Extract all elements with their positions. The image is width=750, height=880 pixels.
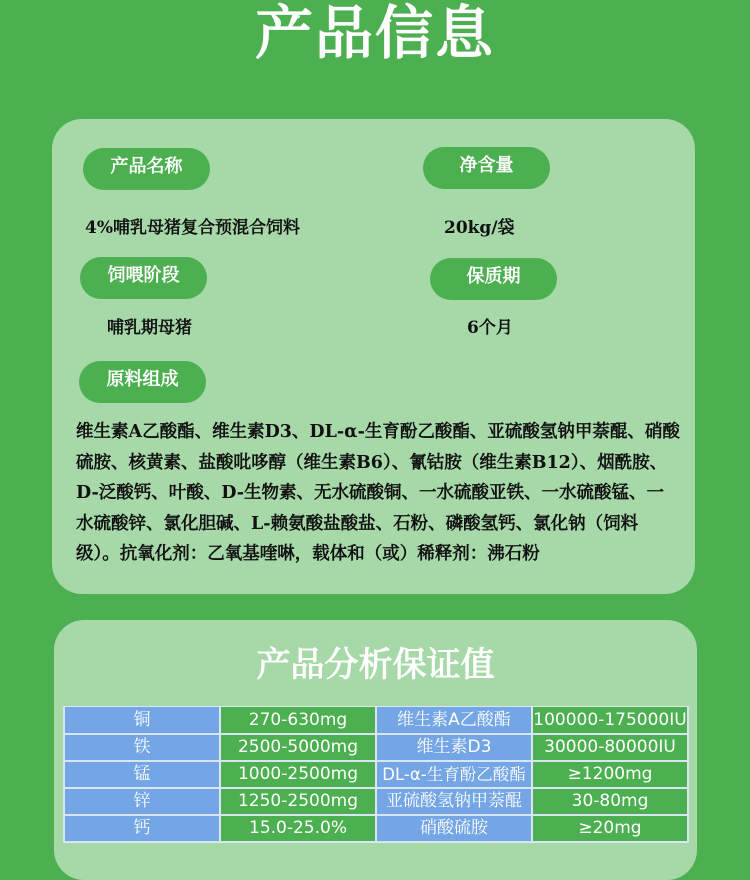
nutrient-value-cell: ≥20mg (532, 815, 688, 842)
shelf-life-label: 保质期 (430, 258, 557, 300)
nutrient-name-cell: 铜 (64, 707, 220, 734)
nutrient-value-cell: 15.0-25.0% (220, 815, 376, 842)
table-row (64, 815, 688, 842)
table-row (64, 707, 688, 734)
table-row (64, 734, 688, 761)
net-content-value: 20kg/袋 (444, 218, 515, 238)
nutrient-name-cell: 钙 (64, 815, 220, 842)
nutrient-value-cell: 30-80mg (532, 788, 688, 815)
table-row (64, 761, 688, 788)
nutrient-value-cell: 270-630mg (220, 707, 376, 734)
nutrient-value-cell: 30000-80000IU (532, 734, 688, 761)
nutrient-value-cell: ≥1200mg (532, 761, 688, 788)
table-row (64, 788, 688, 815)
nutrient-name-cell: 维生素D3 (376, 734, 532, 761)
nutrient-value-cell: 1250-2500mg (220, 788, 376, 815)
ingredients-label: 原料组成 (79, 361, 206, 403)
shelf-life-value: 6个月 (467, 318, 513, 338)
page-title: 产品信息 (254, 0, 495, 67)
nutrient-value-cell: 1000-2500mg (220, 761, 376, 788)
nutrient-name-cell: 锰 (64, 761, 220, 788)
nutrient-name-cell: DL-α-生育酚乙酸酯 (376, 761, 532, 788)
nutrient-value-cell: 2500-5000mg (220, 734, 376, 761)
net-content-label: 净含量 (423, 147, 550, 189)
analysis-title: 产品分析保证值 (256, 645, 495, 685)
nutrient-name-cell: 硝酸硫胺 (376, 815, 532, 842)
nutrient-value-cell: 100000-175000IU (532, 707, 688, 734)
product-name-label: 产品名称 (83, 148, 210, 190)
nutrient-name-cell: 亚硫酸氢钠甲萘醌 (376, 788, 532, 815)
feeding-stage-label: 饲喂阶段 (80, 257, 207, 299)
nutrient-name-cell: 维生素A乙酸酯 (376, 707, 532, 734)
ingredients-text: 维生素A乙酸酯、维生素D3、DL-α-生育酚乙酸酯、亚硫酸氢钠甲萘醌、硝酸硫胺、核黄素、盐酸吡哆醇（维生素B6）、氰钴胺（维生素B12）、烟酰胺、D-泛酸钙、叶酸、D-生物素、无水硫酸铜、一水硫酸亚铁、一水硫酸锰、一水硫酸锌、氯化胆碱、L-赖氨酸盐酸盐、石粉、磷酸氢钙、氯化钠（饲料级）。抗氧化剂：乙氧基喹啉，载体和（或）稀释剂：沸石粉 (76, 422, 680, 564)
product-name-value: 4%哺乳母猪复合预混合饲料 (85, 218, 300, 238)
guarantee-table (63, 706, 689, 843)
nutrient-name-cell: 锌 (64, 788, 220, 815)
feeding-stage-value: 哺乳期母猪 (107, 318, 192, 338)
nutrient-name-cell: 铁 (64, 734, 220, 761)
